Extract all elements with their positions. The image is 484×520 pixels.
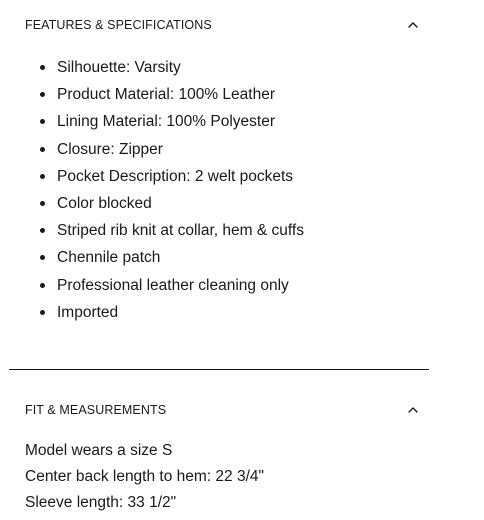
fit-measurements-text bbox=[25, 438, 264, 516]
features-list-item: Closure: Zipper bbox=[57, 136, 304, 163]
features-list-item: Professional leather cleaning only bbox=[57, 272, 304, 299]
chevron-up-icon[interactable] bbox=[406, 18, 420, 32]
features-list-item: Product Material: 100% Leather bbox=[57, 81, 304, 108]
features-list-item: Lining Material: 100% Polyester bbox=[57, 108, 304, 135]
fit-section-header[interactable] bbox=[25, 400, 420, 420]
fit-line: Sleeve length: 33 1/2" bbox=[25, 494, 177, 511]
features-list-item: Silhouette: Varsity bbox=[57, 54, 304, 81]
fit-line: Model wears a size S bbox=[25, 442, 173, 459]
features-list-item: Striped rib knit at collar, hem & cuffs bbox=[57, 217, 304, 244]
fit-section-title: FIT & MEASUREMENTS bbox=[25, 403, 167, 417]
chevron-up-icon[interactable] bbox=[406, 403, 420, 417]
features-list-item: Chennile patch bbox=[57, 244, 304, 271]
fit-line: Center back length to hem: 22 3/4" bbox=[25, 468, 265, 485]
features-list-item: Color blocked bbox=[57, 190, 304, 217]
features-section-title: FEATURES & SPECIFICATIONS bbox=[25, 18, 212, 32]
features-list-item: Imported bbox=[57, 299, 304, 326]
features-list bbox=[0, 54, 304, 326]
features-list-item: Pocket Description: 2 welt pockets bbox=[57, 163, 304, 190]
features-section-header[interactable] bbox=[25, 15, 420, 35]
